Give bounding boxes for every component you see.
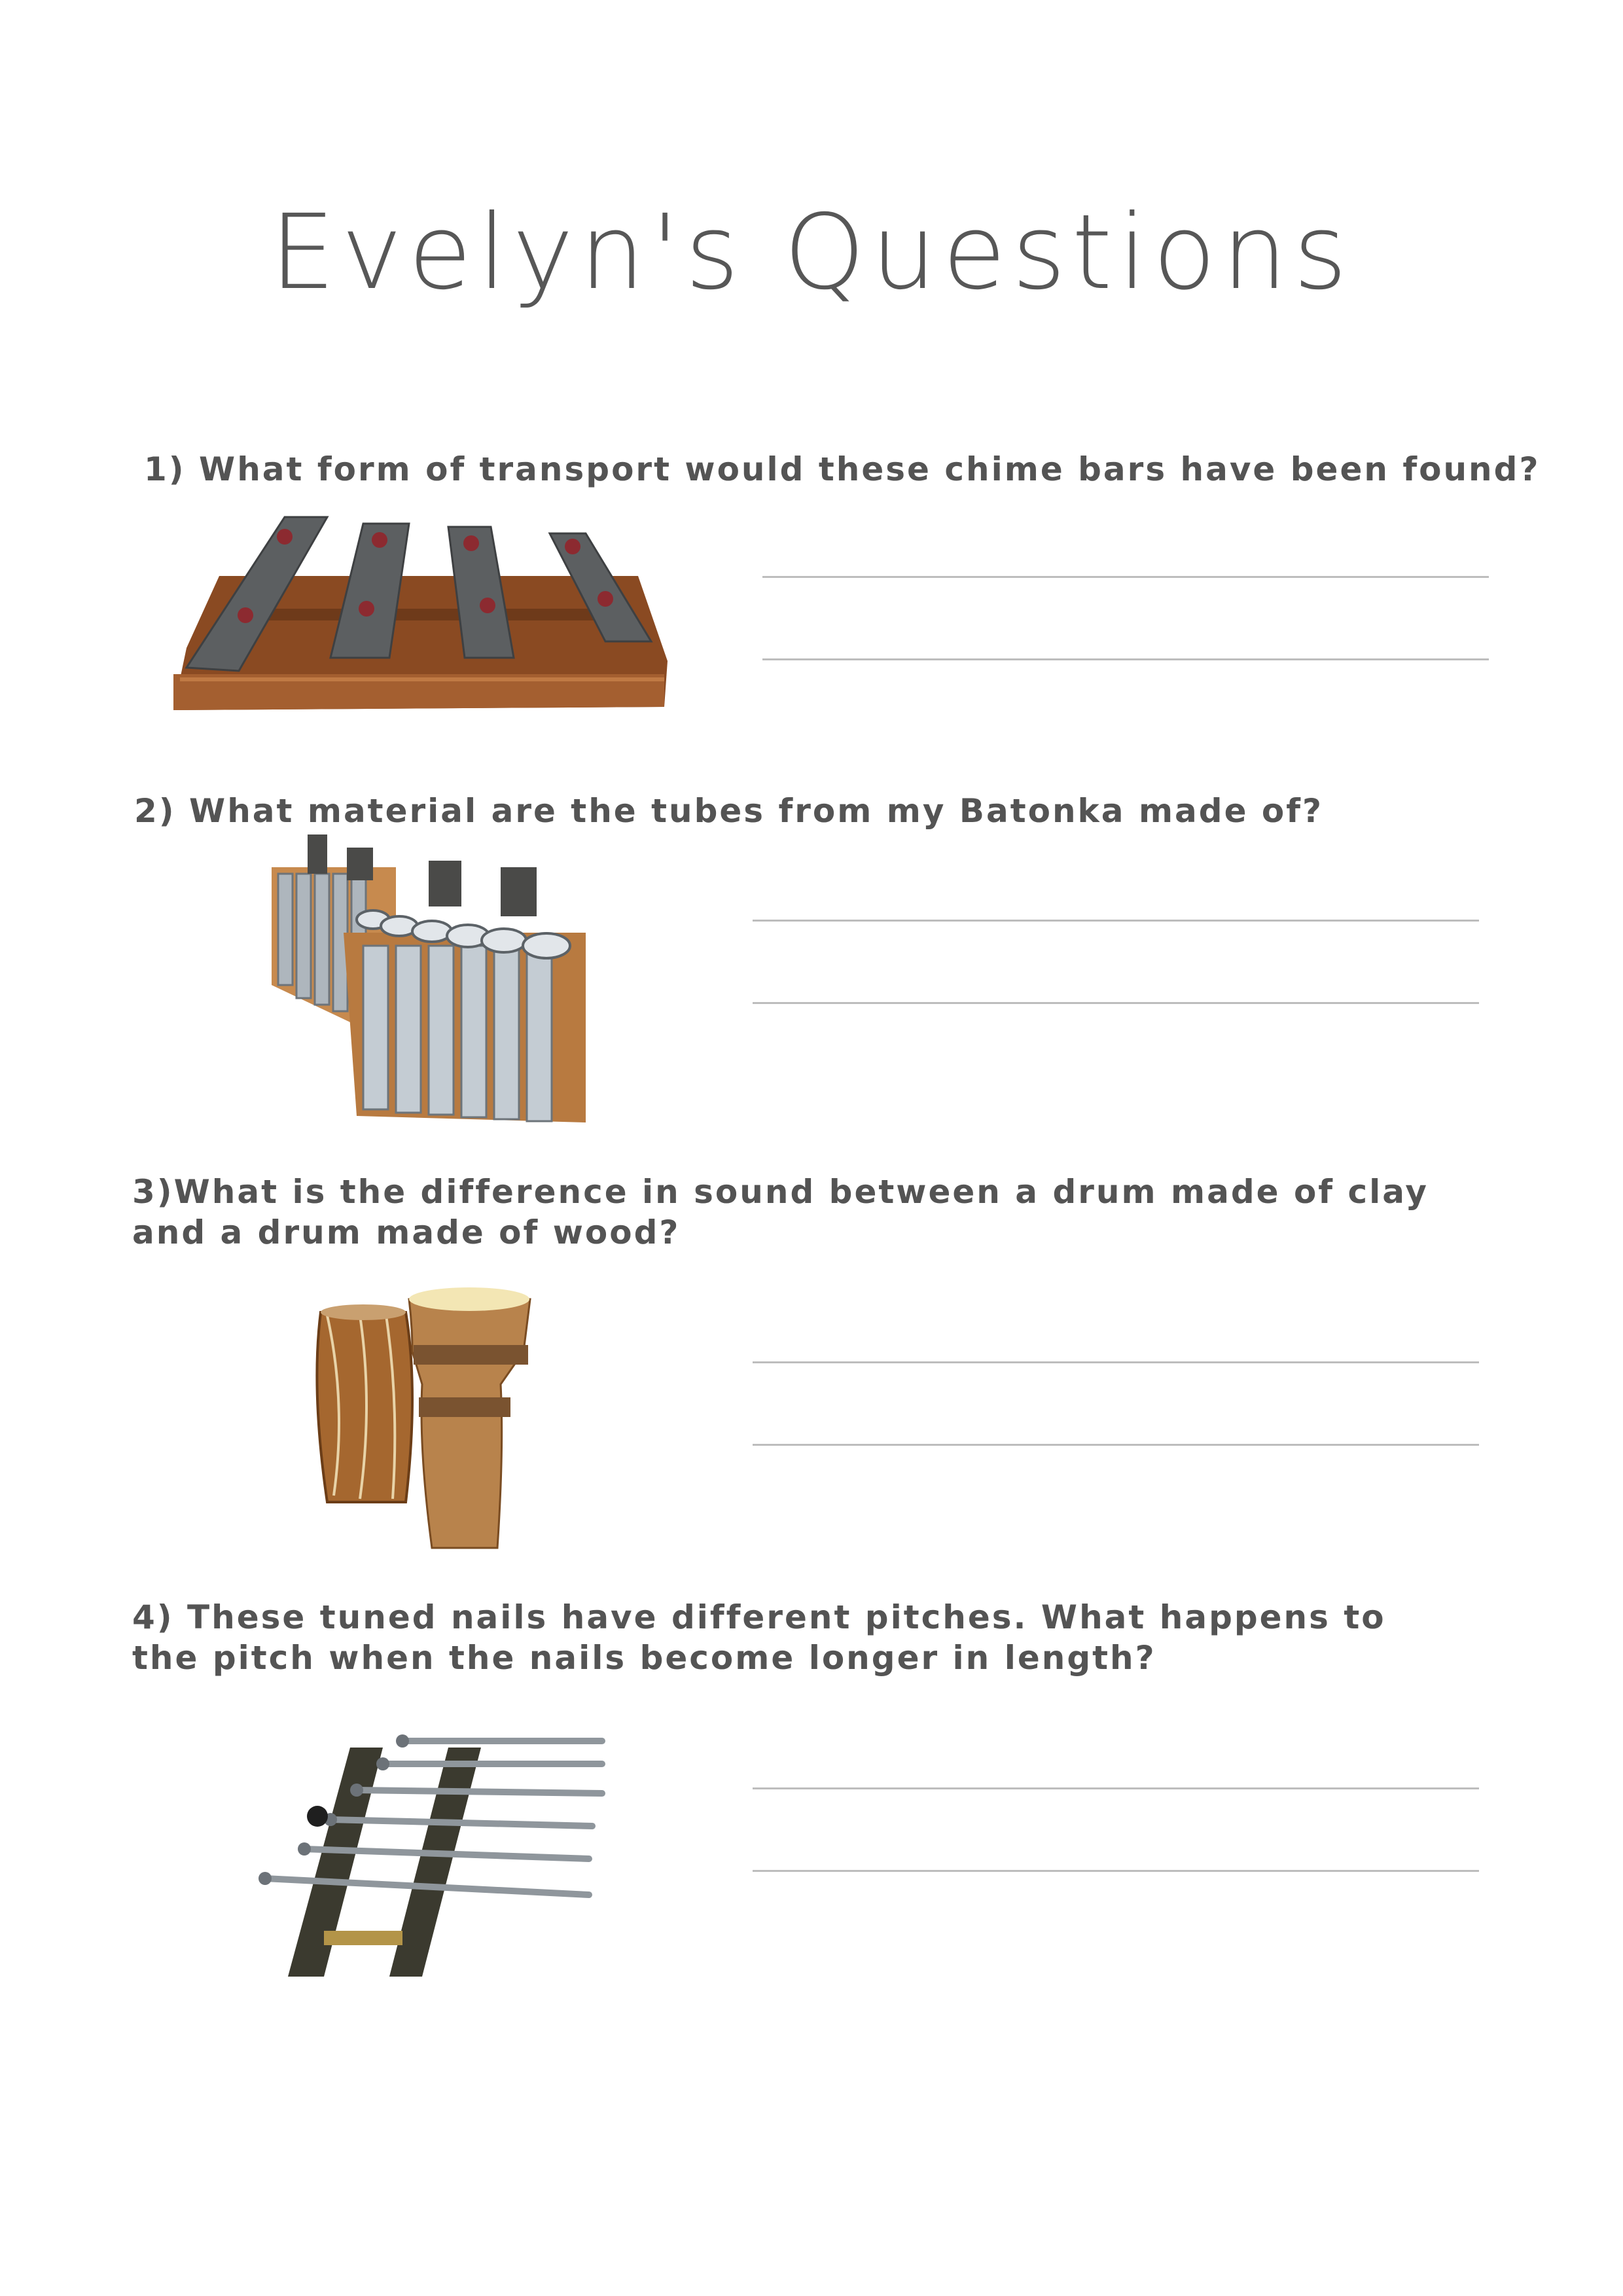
answer-line[interactable] <box>753 1444 1479 1446</box>
chime-bars-image <box>167 511 671 720</box>
question-4-line-2: the pitch when the nails become longer in length? <box>132 1639 1156 1677</box>
answer-line[interactable] <box>762 658 1489 660</box>
answer-line[interactable] <box>753 1002 1479 1004</box>
answer-line[interactable] <box>753 1787 1479 1789</box>
tuned-nails-image <box>252 1721 605 1983</box>
question-4-line-1: 4) These tuned nails have different pitches. What happens to <box>132 1598 1386 1636</box>
answer-line[interactable] <box>762 576 1489 578</box>
question-3-line-2: and a drum made of wood? <box>132 1213 681 1251</box>
batonka-tubes-image <box>272 828 586 1122</box>
answer-line[interactable] <box>753 920 1479 922</box>
question-2-text: 2) What material are the tubes from my Batonka made of? <box>134 792 1324 830</box>
question-1-text: 1) What form of transport would these chime bars have been found? <box>144 450 1541 488</box>
page-title: Evelyn's Questions <box>270 192 1353 313</box>
answer-line[interactable] <box>753 1870 1479 1872</box>
clay-and-wood-drums-image <box>308 1286 543 1561</box>
question-3-line-1: 3)What is the difference in sound between a drum made of clay <box>132 1173 1429 1211</box>
answer-line[interactable] <box>753 1361 1479 1363</box>
